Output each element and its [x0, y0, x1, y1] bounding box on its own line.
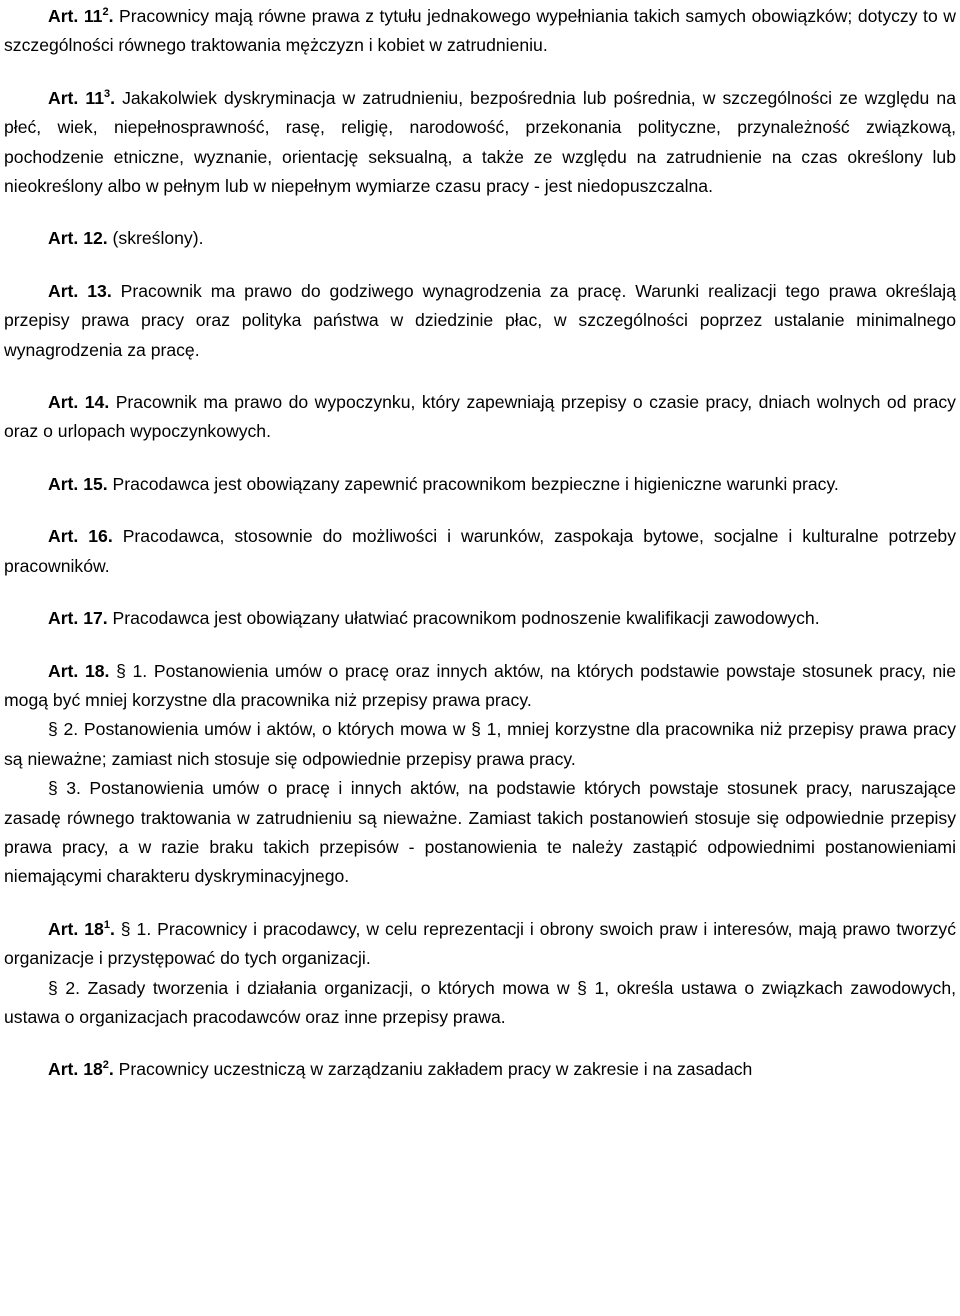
article-text: Pracodawca, stosownie do możliwości i warunków, zaspokaja bytowe, socjalne i kulturalne potrzeby pracowników.	[4, 526, 956, 576]
article-text: (skreślony).	[107, 228, 204, 249]
article-11-3	[4, 84, 956, 202]
article-18-1-par-1	[4, 915, 956, 974]
article-text: § 1. Pracownicy i pracodawcy, w celu reprezentacji i obrony swoich praw i interesów, mają prawo tworzyć organizacje i przystępować do tych organizacji.	[4, 918, 956, 969]
article-label: Art. 18.	[48, 660, 110, 681]
article-label: Art. $18^2$.	[48, 1059, 114, 1080]
article-15	[4, 470, 956, 499]
article-16	[4, 522, 956, 581]
article-text: Pracownicy mają równe prawa z tytułu jednakowego wypełniania takich samych obowiązków; dotyczy to w szczególności równego traktowania mężczyzn i kobiet w zatrudnieniu.	[4, 6, 956, 56]
article-text: Pracownik ma prawo do godziwego wynagrodzenia za pracę. Warunki realizacji tego prawa określają przepisy prawa pracy oraz polityka państwa w dziedzinie płac, w szczególności poprzez ustalanie minimalnego wynagrodzenia za pracę.	[4, 280, 956, 360]
article-label: Art. 16.	[48, 526, 113, 547]
article-label: Art. 12.	[48, 228, 108, 249]
article-12	[4, 224, 956, 253]
article-text: § 1. Postanowienia umów o pracę oraz innych aktów, na których podstawie powstaje stosunek pracy, nie mogą być mniej korzystne dla pracownika niż przepisy prawa pracy.	[4, 660, 956, 710]
article-14	[4, 388, 956, 447]
article-18-2	[4, 1055, 956, 1084]
article-13	[4, 277, 956, 365]
article-label: Art. 15.	[48, 473, 108, 494]
article-18-par-1	[4, 657, 956, 716]
article-text: Pracownicy uczestniczą w zarządzaniu zakładem pracy w zakresie i na zasadach	[113, 1059, 753, 1080]
article-label: Art. $11^3$.	[48, 87, 115, 108]
article-18-1-par-2: § 2. Zasady tworzenia i działania organizacji, o których mowa w § 1, określa ustawa o związkach zawodowych, ustawa o organizacjach pracodawców oraz inne przepisy prawa.	[4, 977, 956, 1027]
article-label: Art. $11^2$.	[48, 6, 114, 26]
article-text: Pracodawca jest obowiązany zapewnić pracownikom bezpieczne i higieniczne warunki pracy.	[107, 473, 839, 494]
article-text: Jakakolwiek dyskryminacja w zatrudnieniu, bezpośrednia lub pośrednia, w szczególności ze względu na płeć, wiek, niepełnosprawność, rasę, religię, narodowość, przekonania polityczne, przynależność związkową, pochodzenie etniczne, wyznanie, orientację seksualną, a także ze względu na zatrudnienie na czas określony lub nieokreślony albo w pełnym lub w niepełnym wymiarze czasu pracy - jest niedopuszczalna.	[4, 87, 956, 197]
document-page	[4, 0, 956, 1085]
article-label: Art. $18^1$.	[48, 918, 115, 939]
article-18-par-3: § 3. Postanowienia umów o pracę i innych aktów, na podstawie których powstaje stosunek pracy, naruszające zasadę równego traktowania w zatrudnieniu są nieważne. Zamiast takich postanowień stosuje się odpowiednie przepisy prawa pracy, a w razie braku takich przepisów - postanowienia te należy zastąpić odpowiednimi postanowieniami niemającymi charakteru dyskryminacyjnego.	[4, 778, 956, 887]
article-18-par-2: § 2. Postanowienia umów i aktów, o których mowa w § 1, mniej korzystne dla pracownika niż przepisy prawa pracy są nieważne; zamiast nich stosuje się odpowiednie przepisy prawa pracy.	[4, 719, 956, 769]
article-11-2	[4, 2, 956, 61]
article-text: Pracownik ma prawo do wypoczynku, który zapewniają przepisy o czasie pracy, dniach wolnych od pracy oraz o urlopach wypoczynkowych.	[4, 392, 956, 442]
article-17	[4, 604, 956, 633]
article-label: Art. 14.	[48, 392, 110, 413]
article-label: Art. 13.	[48, 280, 112, 301]
article-label: Art. 17.	[48, 608, 108, 629]
article-text: Pracodawca jest obowiązany ułatwiać pracownikom podnoszenie kwalifikacji zawodowych.	[107, 608, 820, 629]
